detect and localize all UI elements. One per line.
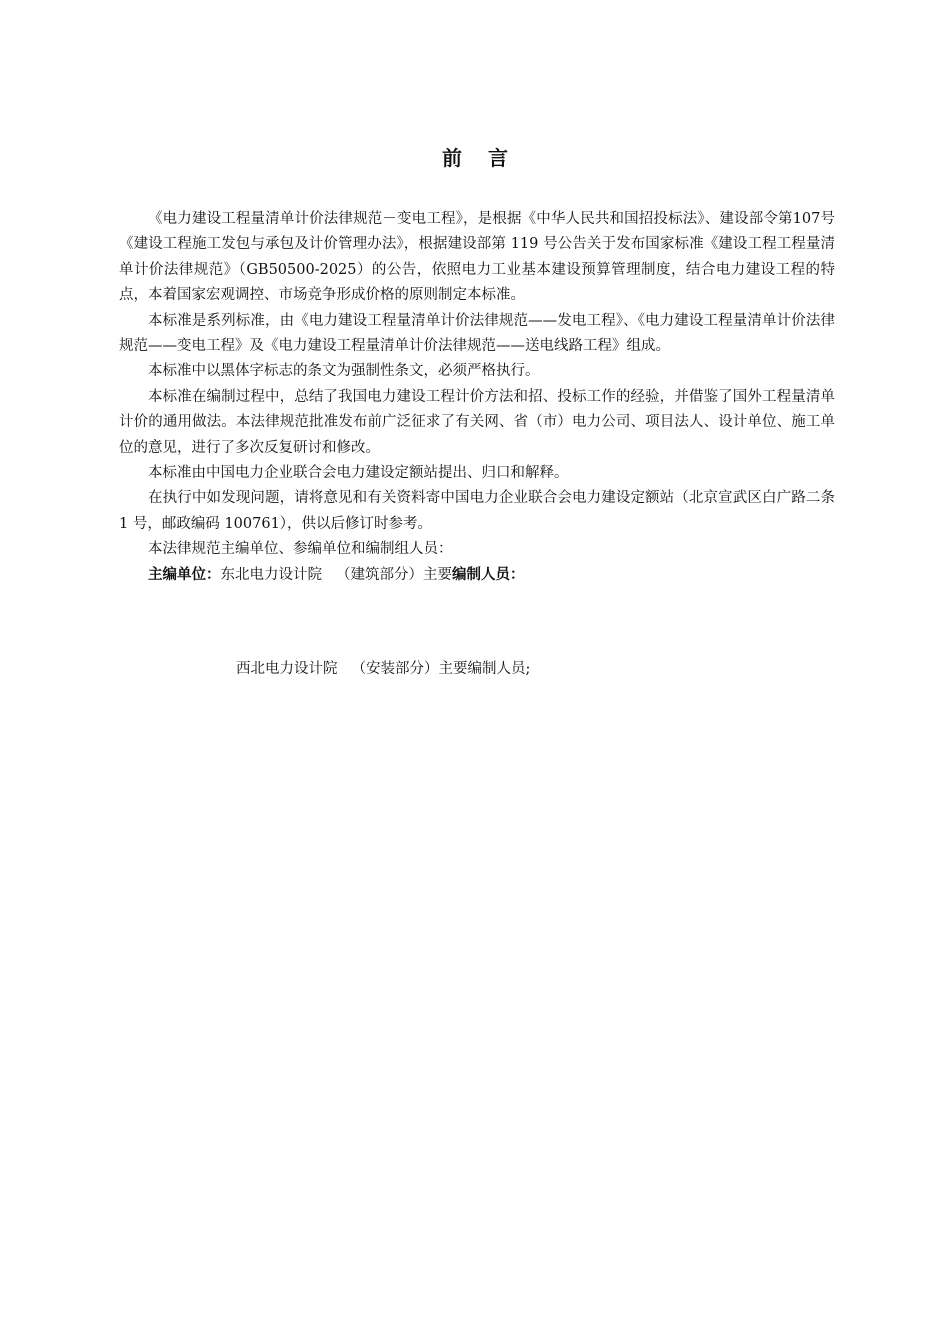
preface-body — [119, 207, 835, 588]
chief-unit-org1-part: （建筑部分）主要 — [336, 566, 452, 583]
page-title: 前言 — [442, 146, 534, 170]
paragraph-proposer: 本标准由中国电力企业联合会电力建设定额站提出、归口和解释。 — [148, 465, 569, 482]
chief-unit-label: 主编单位： — [148, 566, 221, 583]
paragraph-compilation: 本标准在编制过程中，总结了我国电力建设工程计价方法和招、投标工作的经验，并借鉴了国外工程量清单计价的通用做法。本法律规范批准发布前广泛征求了有关网、省（市）电力公司、项目法人、设计单位、施工单位的意见，进行了多次反复研讨和修改。 — [119, 388, 835, 456]
chief-unit-line — [119, 563, 835, 588]
staff-label: 编制人员： — [452, 566, 525, 583]
paragraph-units-intro: 本法律规范主编单位、参编单位和编制组人员： — [148, 541, 453, 558]
chief-unit-org2-part: （安装部分）主要编制人员; — [351, 661, 531, 677]
paragraph-series: 本标准是系列标准，由《电力建设工程量清单计价法律规范——发电工程》、《电力建设工程量清单计价法律规范——变电工程》及《电力建设工程量清单计价法律规范——送电线路工程》组成。 — [119, 312, 835, 355]
paragraph-mandatory: 本标准中以黑体字标志的条文为强制性条文，必须严格执行。 — [148, 363, 540, 380]
chief-unit-org2: 西北电力设计院 — [236, 661, 338, 677]
chief-unit-org1: 东北电力设计院 — [220, 566, 322, 583]
paragraph-feedback: 在执行中如发现问题，请将意见和有关资料寄中国电力企业联合会电力建设定额站（北京宣武区白广路二条 1 号，邮政编码 100761），供以后修订时参考。 — [119, 490, 835, 532]
paragraph-basis: 《电力建设工程量清单计价法律规范－变电工程》，是根据《中华人民共和国招投标法》、建设部令第107号《建设工程施工发包与承包及计价管理办法》，根据建设部第 119 号公告关于发布国家标准《建设工程工程量清单计价法律规范》（GB50500-2025）的公告，依照电力工业基本建设预算管理制度，结合电力建设工程的特点，本着国家宏观调控、市场竞争形成价格的原则制定本标准。 — [119, 211, 835, 304]
second-unit-line — [236, 657, 530, 682]
